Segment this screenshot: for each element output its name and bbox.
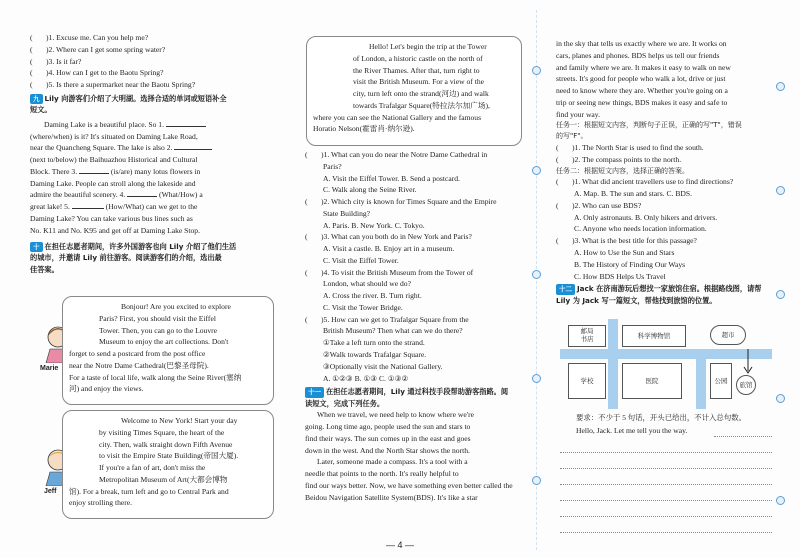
tf-item: ( )1. The North Star is used to find the south. [556, 143, 704, 153]
tf-item: ( )2. The compass points to the north. [556, 154, 682, 164]
arrow-icon [742, 349, 754, 377]
dialog-item: ( )4. How can I get to the Baotu Spring? [30, 68, 164, 78]
jeff-label: Jeff [44, 488, 57, 495]
school-label: 学校 [568, 363, 606, 399]
column-left [30, 32, 278, 275]
binding-hole [776, 496, 785, 505]
route-map [560, 319, 772, 409]
section-12-heading: 十二 Jack 在济南游玩后想找一家旅馆住宿。根据路线图，请帮 Lily 为 Jack 写一篇短文，帮他找到旅馆的位置。 [556, 284, 762, 305]
writing-start: Hello, Jack. Let me tell you the way. [576, 426, 688, 435]
question: ( )3. What is the best title for this passage? A. How to Use the Sun and Stars B. The History of Finding Our Ways C. How BDS Helps Us Travel [556, 236, 697, 281]
writing-line[interactable] [560, 468, 772, 469]
page-number: — 4 — [385, 540, 414, 550]
section-9-heading: 九 Lily 向游客们介绍了大明湖。选择合适的单词或短语补全 短文。 [30, 93, 227, 115]
post-book-block [568, 325, 606, 347]
dialog-item: ( )1. Excuse me. Can you help me? [30, 33, 149, 42]
bookstore-label: 书店 [580, 335, 594, 343]
question: ( )2. Which city is known for Times Square and the Empire State Building? A. Paris. B. New York. C. Tokyo. [305, 197, 497, 230]
binding-hole [532, 66, 541, 75]
binding-hole [532, 270, 541, 279]
binding-hole [532, 166, 541, 175]
question: ( )1. What did ancient travellers use to find directions? A. Map. B. The sun and stars. C. BDS. [556, 177, 734, 199]
dialog-item: ( )3. Is it far? [30, 56, 82, 66]
binding-hole [532, 476, 541, 485]
writing-line[interactable] [714, 436, 772, 437]
road [696, 349, 706, 409]
binding-hole [776, 82, 785, 91]
task2-heading: 任务二：根据短文内容，选择正确的答案。 [556, 166, 689, 175]
road [608, 319, 618, 409]
hospital-label: 医院 [622, 363, 682, 399]
bds-passage: When we travel, we need help to know where we're going. Long time ago, people used the sun and stars to find their ways. The sun comes up in the east and goes down in the west. And the North Star shows the north. Later, someone made a compass. It's a tool with a needle that points to the north. It's really helpful to find our ways better. Now, we have something even better called the Beidou Navigation Satellite System(BDS). It's like a star [305, 410, 513, 502]
section-10-questions [305, 149, 523, 503]
writing-line[interactable] [560, 452, 772, 453]
column-right: in the sky that tells us exactly where we are. It works on cars, planes and phones. BDS helps us tell our friends and family where we are. It makes it easy to walk on new streets. It's good for people who walk a lot, drive or just need to know where they are. Whether you're going on a trip or seeing new things, BDS makes it easy and safe to find your way. 任务一：根据短文内容，判断句子正误，正确的写"T"，错误 的写"F"。 ( )1. The North Star is used to find the south. ( )2. The compass points to the north. 任务二：根据短文内容，选择正确的答案。 ( )1. What did ancient travellers use to find directions? A. Map. B. The sun and stars. C. BDS. ( )2. Who can use BDS? A. Only astronauts. B. Only hikers and drivers. C. Anyone who needs location information. ( )3. What is the best title for this passage? A. How to Use the Sun and Stars B. The History of Finding Our Ways C. How BDS Helps Us Travel 十二 Jack 在济南游玩后想找一家旅馆住宿。根据路线图，请帮 Lily 为 Jack 写一篇短文，帮他找到旅馆的位置。 [556, 38, 768, 306]
hotel-label: 旅馆 [736, 375, 756, 395]
writing-line[interactable] [560, 484, 772, 485]
marie-label: Marie [40, 365, 59, 372]
writing-line[interactable] [560, 532, 772, 533]
road [560, 349, 772, 359]
jeff-speech: Welcome to New York! Start your day by visiting Times Square, the heart of the city. Then, walk straight down Fifth Avenue to visit the Empire State Building(帝国大厦). If you're a fan of art, don't miss the Metropolitan Museum of Art(大都会博物 馆). For a break, turn left and go to Central Park and enjoy strolling there. [62, 410, 274, 519]
daming-passage: Daming Lake is a beautiful place. So 1. (where/when) is it? It's situated on Daming Lake Road, near the Quancheng Square. The lake is also 2. (next to/below) the Baihuazhou Historical and Cultural Block. There 3. (is/are) many lotus flowers in Daming Lake. People can stroll along the lakeside and admire the beautiful scenery. 4. (What/How) a great lake! 5. (How/What) can we get to the Daming Lake? You can take various bus lines such as No. K11 and No. K95 and get off at Daming Lake Stop. [30, 119, 278, 237]
museum-label: 科学博物馆 [622, 325, 686, 347]
binding-hole [776, 186, 785, 195]
question: ( )2. Who can use BDS? A. Only astronauts. B. Only hikers and drivers. C. Anyone who needs location information. [556, 200, 718, 234]
question: ( )4. To visit the British Museum from the Tower of London, what should we do? A. Cross the river. B. Turn right. C. Visit the Tower Bridge. [305, 267, 474, 312]
dialog-item: ( )5. Is there a supermarket near the Baotu Spring? [30, 80, 196, 90]
supermarket-label: 超市 [710, 325, 746, 345]
binding-hole [776, 394, 785, 403]
question: ( )3. What can you both do in New York and Paris? A. Visit a castle. B. Enjoy art in a museum. C. Visit the Eiffel Tower. [305, 232, 472, 265]
park-label: 公园 [710, 363, 732, 399]
binding-line [536, 10, 538, 550]
section-10-heading: 十 在担任志愿者期间，许多外国游客也向 Lily 介绍了他们生活 的城市，并邀请 Lily 前往游客。阅读游客们的介绍，选出最 佳答案。 [30, 241, 237, 274]
marie-speech: Bonjour! Are you excited to explore Paris? First, you should visit the Eiffel Tower. Then, you can go to the Louvre Museum to enjoy the art collections. Don't forget to send a postcard from the post office near the Notre Dame Cathedral(巴黎圣母院). For a taste of local life, walk along the Seine River(塞纳 河) and enjoy the views. [62, 296, 274, 405]
writing-requirement: 要求：不少于 5 句话，开头已给出，不计入总句数。 [576, 413, 746, 422]
dialog-item: ( )2. Where can I get some spring water? [30, 44, 166, 54]
question: ( )5. How can we get to Trafalgar Square from the British Museum? Then what can we do there? ①Take a left turn onto the strand. ②Walk towards Trafalgar Square. ③Optionally visit the National Gallery. A. ①②③ B. ①③ C. ①③② [305, 314, 469, 383]
tina-speech: Hello! Let's begin the trip at the Tower of London, a historic castle on the north of the River Thames. After that, turn right to visit the British Museum. For a view of the city, turn left onto the strand(河边) and walk towards Trafalgar Square(特拉法尔加广场), where you can see the National Gallery and the famous Horatio Nelson(霍雷肖·纳尔逊). [306, 36, 522, 146]
writing-line[interactable] [560, 500, 772, 501]
task1-heading: 任务一：根据短文内容，判断句子正误，正确的写"T"，错误 [556, 121, 742, 130]
binding-hole [776, 290, 785, 299]
binding-hole [532, 374, 541, 383]
post-office-label: 邮局 [580, 327, 594, 336]
writing-line[interactable] [560, 516, 772, 517]
section-11-heading: 十一 在担任志愿者期间，Lily 通过科技手段帮助游客指路。阅 读短文，完成下列任务。 [305, 387, 509, 408]
question: ( )1. What can you do near the Notre Dame Cathedral in Paris? A. Visit the Eiffel Tower. B. Send a postcard. C. Walk along the Seine River. [305, 150, 488, 195]
